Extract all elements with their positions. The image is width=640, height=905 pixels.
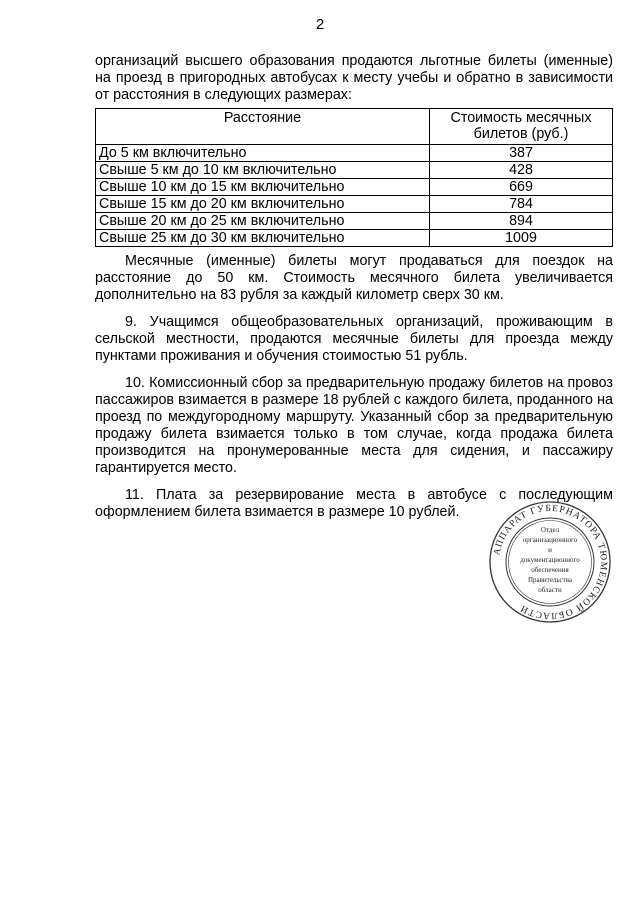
- stamp-ring-text: АППАРАТ ГУБЕРНАТОРА ТЮМЕНСКОЙ ОБЛАСТИ: [492, 503, 609, 621]
- page-number: 2: [315, 16, 325, 33]
- table-row: [96, 230, 613, 247]
- paragraph-monthly-tickets: Месячные (именные) билеты могут продаваться для поездок на расстояние до 50 км. Стоимость месячного билета увеличивается дополнительно на 83 рубля за каждый километр сверх 30 км.: [95, 253, 613, 303]
- cost-cell: 1009: [430, 230, 613, 247]
- stamp-line: и: [548, 546, 552, 554]
- table-row: [96, 196, 613, 213]
- intro-paragraph: организаций высшего образования продаются льготные билеты (именные) на проезд в пригородных автобусах к месту учебы и обратно в зависимости от расстояния в следующих размерах:: [95, 53, 613, 103]
- distance-cell: Свыше 10 км до 15 км включительно: [96, 179, 430, 196]
- paragraph-10: 10. Комиссионный сбор за предварительную продажу билетов на провоз пассажиров взимается в размере 18 рублей с каждого билета, проданного на проезд по междугородному маршруту. Указанный сбор за предварительную продажу билета взимается только в том случае, когда продажа билета производится на пронумерованные места для сидения, и пассажиру гарантируется место.: [95, 375, 613, 476]
- cost-cell: 669: [430, 179, 613, 196]
- table-header-row: [96, 109, 613, 145]
- stamp-line: Правительства: [527, 576, 573, 584]
- header-distance: Расстояние: [96, 109, 430, 145]
- table-row: [96, 213, 613, 230]
- stamp-line: области: [538, 586, 562, 594]
- header-cost: Стоимость месячных билетов (руб.): [430, 109, 613, 145]
- fare-table: [95, 108, 613, 247]
- distance-cell: Свыше 15 км до 20 км включительно: [96, 196, 430, 213]
- table-row: [96, 179, 613, 196]
- stamp-line: Отдел: [540, 526, 560, 534]
- distance-cell: До 5 км включительно: [96, 145, 430, 162]
- distance-cell: Свыше 5 км до 10 км включительно: [96, 162, 430, 179]
- stamp-line: обеспечения: [531, 566, 569, 574]
- paragraph-9: 9. Учащимся общеобразовательных организаций, проживающим в сельской местности, продаются месячные билеты для проезда между пунктами проживания и обучения стоимостью 51 рубль.: [95, 314, 613, 364]
- official-stamp: [488, 500, 612, 624]
- table-row: [96, 162, 613, 179]
- stamp-line: документационного: [520, 556, 580, 564]
- table-row: [96, 145, 613, 162]
- paragraph-11: 11. Плата за резервирование места в автобусе с последующим оформлением билета взимается в размере 10 рублей.: [95, 487, 613, 520]
- distance-cell: Свыше 25 км до 30 км включительно: [96, 230, 430, 247]
- document-body: [95, 53, 613, 521]
- cost-cell: 894: [430, 213, 613, 230]
- stamp-line: организационного: [522, 536, 578, 544]
- cost-cell: 428: [430, 162, 613, 179]
- distance-cell: Свыше 20 км до 25 км включительно: [96, 213, 430, 230]
- cost-cell: 784: [430, 196, 613, 213]
- cost-cell: 387: [430, 145, 613, 162]
